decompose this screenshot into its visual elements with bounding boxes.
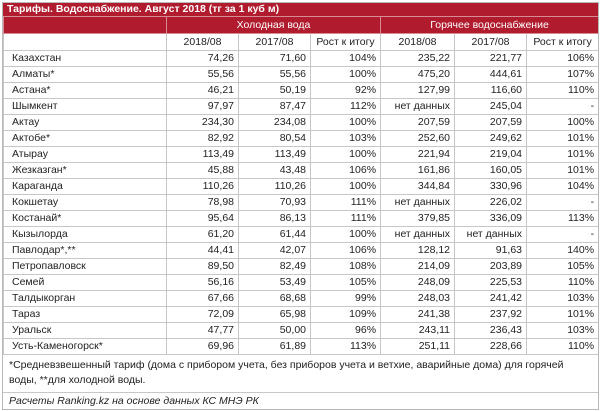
value-cell: 110% (527, 275, 599, 291)
value-cell: 91,63 (455, 243, 527, 259)
value-cell: 70,93 (239, 195, 311, 211)
value-cell: 100% (311, 227, 381, 243)
value-cell: нет данных (381, 195, 455, 211)
footnote: *Средневзвешенный тариф (дома с прибором учета, без приборов учета и ветхие, аварийные дома) для горячей воды, **для холодной воды. (9, 359, 564, 386)
value-cell: 92% (311, 83, 381, 99)
value-cell: - (527, 195, 599, 211)
value-cell: 74,26 (167, 51, 239, 67)
region-cell: Уральск (4, 323, 167, 339)
table-row (4, 259, 599, 275)
value-cell: 248,09 (381, 275, 455, 291)
value-cell: 110% (527, 339, 599, 355)
value-cell: 103% (527, 291, 599, 307)
table-row (4, 243, 599, 259)
table-row (4, 115, 599, 131)
value-cell: 86,13 (239, 211, 311, 227)
value-cell: 248,03 (381, 291, 455, 307)
value-cell: 243,11 (381, 323, 455, 339)
value-cell: 379,85 (381, 211, 455, 227)
value-cell: 113% (311, 339, 381, 355)
value-cell: 55,56 (239, 67, 311, 83)
value-cell: 61,89 (239, 339, 311, 355)
value-cell: 106% (311, 163, 381, 179)
value-cell: 101% (527, 307, 599, 323)
value-cell: нет данных (381, 99, 455, 115)
value-cell: 330,96 (455, 179, 527, 195)
value-cell: 241,42 (455, 291, 527, 307)
value-cell: 234,08 (239, 115, 311, 131)
region-cell: Павлодар*,** (4, 243, 167, 259)
value-cell: 127,99 (381, 83, 455, 99)
value-cell: 221,94 (381, 147, 455, 163)
value-cell: 108% (311, 259, 381, 275)
region-cell: Казахстан (4, 51, 167, 67)
table-row (4, 211, 599, 227)
header-cold-water: Холодная вода (167, 17, 381, 34)
value-cell: 56,16 (167, 275, 239, 291)
value-cell: 100% (527, 115, 599, 131)
table-row (4, 51, 599, 67)
region-cell: Талдыкорган (4, 291, 167, 307)
region-cell: Семей (4, 275, 167, 291)
value-cell: 225,53 (455, 275, 527, 291)
tariff-table (3, 16, 599, 355)
value-cell: 47,77 (167, 323, 239, 339)
region-cell: Кызылорда (4, 227, 167, 243)
col-header: 2017/08 (455, 34, 527, 51)
value-cell: 50,00 (239, 323, 311, 339)
value-cell: 87,47 (239, 99, 311, 115)
table-row (4, 323, 599, 339)
value-cell: 237,92 (455, 307, 527, 323)
table-row (4, 147, 599, 163)
col-header: 2018/08 (167, 34, 239, 51)
value-cell: 104% (527, 179, 599, 195)
col-header: 2017/08 (239, 34, 311, 51)
value-cell: 55,56 (167, 67, 239, 83)
value-cell: 207,59 (455, 115, 527, 131)
value-cell: 100% (311, 147, 381, 163)
value-cell: 96% (311, 323, 381, 339)
col-header: Рост к итогу (311, 34, 381, 51)
region-cell: Актау (4, 115, 167, 131)
value-cell: 82,92 (167, 131, 239, 147)
value-cell: 72,09 (167, 307, 239, 323)
header-blank (4, 34, 167, 51)
value-cell: 226,02 (455, 195, 527, 211)
value-cell: 103% (311, 131, 381, 147)
value-cell: 245,04 (455, 99, 527, 115)
value-cell: 71,60 (239, 51, 311, 67)
value-cell: 344,84 (381, 179, 455, 195)
value-cell: 219,04 (455, 147, 527, 163)
table-title: Тарифы. Водоснабжение. Август 2018 (тг за 1 куб м) (3, 3, 598, 16)
value-cell: 252,60 (381, 131, 455, 147)
value-cell: 69,96 (167, 339, 239, 355)
value-cell: 53,49 (239, 275, 311, 291)
value-cell: 68,68 (239, 291, 311, 307)
table-row (4, 99, 599, 115)
value-cell: 101% (527, 147, 599, 163)
value-cell: 61,20 (167, 227, 239, 243)
value-cell: 100% (311, 115, 381, 131)
value-cell: 106% (527, 51, 599, 67)
value-cell: 234,30 (167, 115, 239, 131)
value-cell: 109% (311, 307, 381, 323)
value-cell: 112% (311, 99, 381, 115)
value-cell: 113,49 (239, 147, 311, 163)
value-cell: 475,20 (381, 67, 455, 83)
region-cell: Усть-Каменогорск* (4, 339, 167, 355)
region-cell: Актобе* (4, 131, 167, 147)
value-cell: 101% (527, 163, 599, 179)
header-row-groups (4, 17, 599, 34)
region-cell: Петропавловск (4, 259, 167, 275)
value-cell: 46,21 (167, 83, 239, 99)
value-cell: 99% (311, 291, 381, 307)
value-cell: 235,22 (381, 51, 455, 67)
value-cell: 111% (311, 195, 381, 211)
value-cell: 336,09 (455, 211, 527, 227)
value-cell: 97,97 (167, 99, 239, 115)
col-header: 2018/08 (381, 34, 455, 51)
value-cell: 140% (527, 243, 599, 259)
value-cell: 50,19 (239, 83, 311, 99)
tariff-table-panel (2, 2, 599, 410)
value-cell: 42,07 (239, 243, 311, 259)
header-blank (4, 17, 167, 34)
region-cell: Астана* (4, 83, 167, 99)
value-cell: 43,48 (239, 163, 311, 179)
value-cell: 111% (311, 211, 381, 227)
value-cell: 67,66 (167, 291, 239, 307)
value-cell: 221,77 (455, 51, 527, 67)
value-cell: нет данных (381, 227, 455, 243)
region-cell: Атырау (4, 147, 167, 163)
value-cell: 61,44 (239, 227, 311, 243)
value-cell: 251,11 (381, 339, 455, 355)
value-cell: 116,60 (455, 83, 527, 99)
region-cell: Кокшетау (4, 195, 167, 211)
table-row (4, 83, 599, 99)
value-cell: 110% (527, 83, 599, 99)
table-row (4, 227, 599, 243)
table-row (4, 195, 599, 211)
value-cell: 214,09 (381, 259, 455, 275)
value-cell: 203,89 (455, 259, 527, 275)
value-cell: 110,26 (239, 179, 311, 195)
table-row (4, 291, 599, 307)
value-cell: 95,64 (167, 211, 239, 227)
value-cell: 249,62 (455, 131, 527, 147)
value-cell: 78,98 (167, 195, 239, 211)
col-header: Рост к итогу (527, 34, 599, 51)
value-cell: 236,43 (455, 323, 527, 339)
region-cell: Шымкент (4, 99, 167, 115)
value-cell: 113% (527, 211, 599, 227)
value-cell: нет данных (455, 227, 527, 243)
value-cell: 103% (527, 323, 599, 339)
value-cell: 161,86 (381, 163, 455, 179)
region-cell: Караганда (4, 179, 167, 195)
value-cell: 105% (311, 275, 381, 291)
source-note: Расчеты Ranking.kz на основе данных КС МНЭ РК (3, 392, 598, 409)
value-cell: 128,12 (381, 243, 455, 259)
table-row (4, 131, 599, 147)
value-cell: 160,05 (455, 163, 527, 179)
value-cell: 82,49 (239, 259, 311, 275)
table-row (4, 275, 599, 291)
value-cell: 65,98 (239, 307, 311, 323)
value-cell: 110,26 (167, 179, 239, 195)
header-row-columns (4, 34, 599, 51)
value-cell: 89,50 (167, 259, 239, 275)
table-row (4, 67, 599, 83)
value-cell: - (527, 227, 599, 243)
table-row (4, 179, 599, 195)
value-cell: 241,38 (381, 307, 455, 323)
table-row (4, 163, 599, 179)
value-cell: 45,88 (167, 163, 239, 179)
value-cell: 107% (527, 67, 599, 83)
region-cell: Алматы* (4, 67, 167, 83)
value-cell: 80,54 (239, 131, 311, 147)
value-cell: - (527, 99, 599, 115)
value-cell: 101% (527, 131, 599, 147)
value-cell: 100% (311, 179, 381, 195)
region-cell: Тараз (4, 307, 167, 323)
region-cell: Костанай* (4, 211, 167, 227)
table-row (4, 339, 599, 355)
table-row (4, 307, 599, 323)
header-hot-water: Горячее водоснабжение (381, 17, 599, 34)
value-cell: 113,49 (167, 147, 239, 163)
region-cell: Жезказган* (4, 163, 167, 179)
value-cell: 105% (527, 259, 599, 275)
value-cell: 207,59 (381, 115, 455, 131)
value-cell: 106% (311, 243, 381, 259)
value-cell: 228,66 (455, 339, 527, 355)
value-cell: 444,61 (455, 67, 527, 83)
value-cell: 100% (311, 67, 381, 83)
value-cell: 44,41 (167, 243, 239, 259)
value-cell: 104% (311, 51, 381, 67)
